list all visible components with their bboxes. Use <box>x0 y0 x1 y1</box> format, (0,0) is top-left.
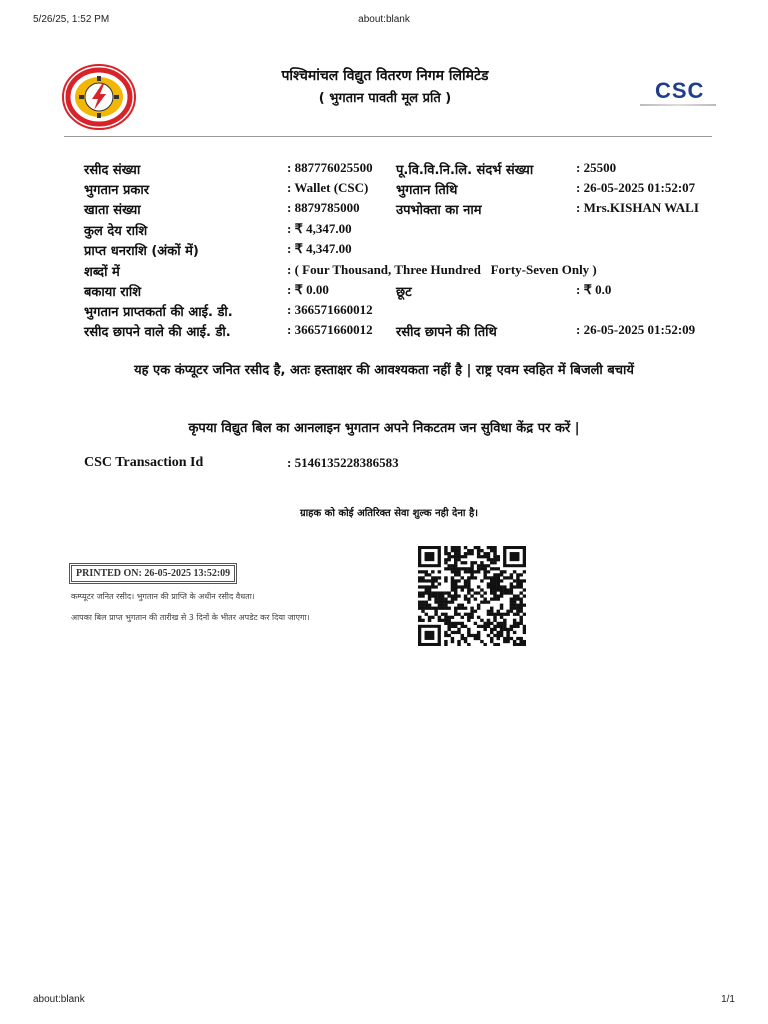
csc-logo-text: CSC <box>655 78 705 103</box>
receipt-value-2: : ₹ 0.0 <box>576 282 612 297</box>
footer-url: about:blank <box>33 994 85 1005</box>
receipt-row <box>0 160 768 180</box>
title-block <box>180 66 590 106</box>
receipt-label-2: उपभोक्ता का नाम <box>396 203 482 218</box>
receipt-row <box>0 221 768 241</box>
receipt-row <box>0 322 768 342</box>
receipt-label: कुल देय राशि <box>84 224 148 239</box>
receipt-label: शब्दों में <box>84 265 120 280</box>
qr-code-icon <box>418 546 526 646</box>
receipt-label: खाता संख्या <box>84 203 141 218</box>
receipt-value: : 887776025500 <box>287 160 373 175</box>
receipt-label: बकाया राशि <box>84 285 142 300</box>
receipt-value: : 366571660012 <box>287 302 373 317</box>
csc-logo <box>640 78 716 112</box>
receipt-row <box>0 302 768 322</box>
receipt-label-2: छूट <box>396 285 412 300</box>
receipt-value: : ₹ 0.00 <box>287 282 329 297</box>
receipt-value-2: : 26-05-2025 01:52:09 <box>576 322 696 337</box>
receipt-value: : Wallet (CSC) <box>287 180 369 195</box>
print-footer <box>0 994 768 1014</box>
page-number: 1/1 <box>721 994 735 1005</box>
amount-in-words: : ( Four Thousand, Three Hundred Forty-Seven Only ) <box>287 262 597 277</box>
receipt-label: रसीद संख्या <box>84 163 141 178</box>
receipt-row <box>0 262 768 282</box>
receipt-label-2: पू.वि.वि.नि.लि. संदर्भ संख्या <box>396 163 534 178</box>
print-datetime: 5/26/25, 1:52 PM <box>33 14 110 25</box>
receipt-label: भुगतान प्राप्तकर्ता की आई. डी. <box>84 305 233 320</box>
csc-transaction-label: CSC Transaction Id <box>84 455 204 470</box>
receipt-type: ( भुगतान पावती मूल प्रति ) <box>318 91 452 106</box>
receipt-row <box>0 282 768 302</box>
computer-generated-notice: यह एक कंप्यूटर जनित रसीद है, अतः हस्ताक्षर की आवश्यकता नहीं है | राष्ट्र एवम स्वहित में बिजली बचायें <box>134 363 634 378</box>
receipt-value-2: : Mrs.KISHAN WALI <box>576 200 699 215</box>
update-note: आपका बिल प्राप्त भुगतान की तारीख से 3 दिनों के भीतर अपडेट कर दिया जाएगा। <box>71 613 310 622</box>
receipt-value: : ₹ 4,347.00 <box>287 241 352 256</box>
receipt-label-2: रसीद छापने की तिथि <box>396 325 497 340</box>
company-name: पश्चिमांचल विद्युत वितरण निगम लिमिटेड <box>281 68 489 84</box>
pay-online-notice: कृपया विद्युत बिल का आनलाइन भुगतान अपने निकटतम जन सुविधा केंद्र पर करें | <box>188 421 580 436</box>
print-url: about:blank <box>358 14 410 25</box>
receipt-label: रसीद छापने वाले की आई. डी. <box>84 325 231 340</box>
receipt-row <box>0 200 768 220</box>
validity-note: कम्प्यूटर जनित रसीद। भुगतान की प्राप्ति के अधीन रसीद वैधता। <box>71 592 255 601</box>
receipt-value: : 366571660012 <box>287 322 373 337</box>
receipt-label: भुगतान प्रकार <box>84 183 150 198</box>
header-divider <box>64 136 712 137</box>
receipt-value: : ₹ 4,347.00 <box>287 221 352 236</box>
receipt-value-2: : 25500 <box>576 160 617 175</box>
receipt-label-2: भुगतान तिथि <box>396 183 458 198</box>
receipt-value-2: : 26-05-2025 01:52:07 <box>576 180 696 195</box>
printed-on-box: PRINTED ON: 26-05-2025 13:52:09 <box>71 565 235 582</box>
receipt-value: : 8879785000 <box>287 200 360 215</box>
receipt-label: प्राप्त धनराशि (अंकों में) <box>84 244 199 259</box>
service-charge-note: ग्राहक को कोई अतिरिक्त सेवा शुल्क नही देना है। <box>299 508 479 519</box>
csc-logo-tagline <box>640 104 716 106</box>
receipt-row <box>0 241 768 261</box>
csc-transaction-value: : 5146135228386583 <box>287 455 399 470</box>
receipt-row <box>0 180 768 200</box>
pvvnl-logo <box>62 64 136 130</box>
print-header <box>0 14 768 34</box>
